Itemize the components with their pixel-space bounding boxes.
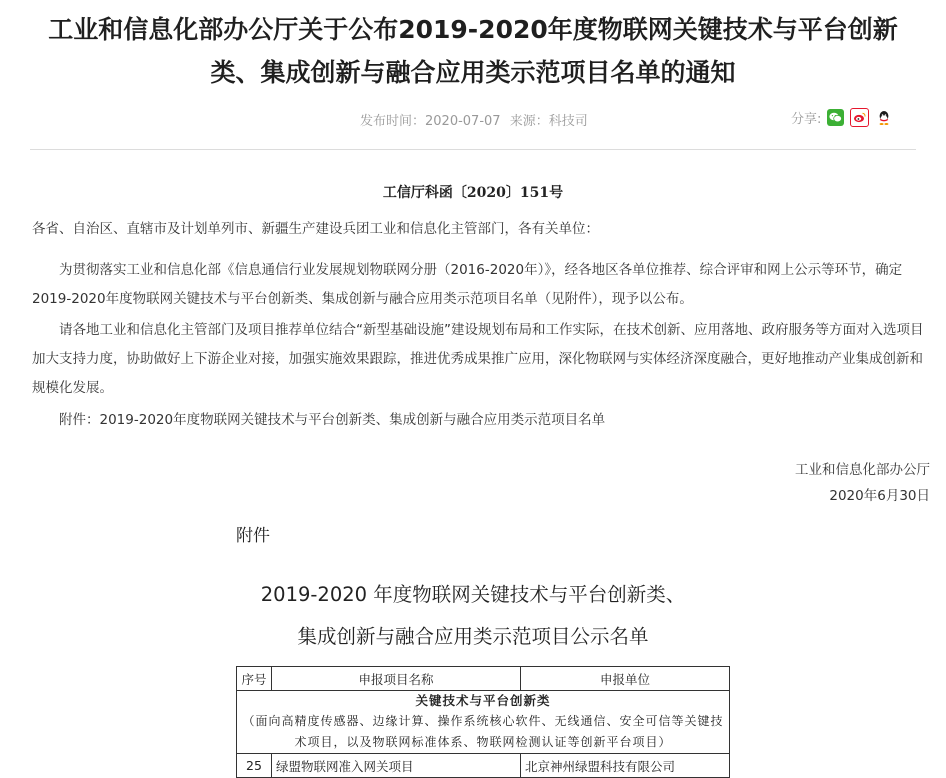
body-paragraph-1: 为贯彻落实工业和信息化部《信息通信行业发展规划物联网分册（2016-2020年）》，经各地区各单位推荐、综合评审和网上公示等环节，确定2019-2020年度物联网关键技术与平台创新类、集成创新与融合应用类示范项目名单（见附件），现予以公布。 [32,262,903,307]
share-label: 分享: [791,112,822,127]
article-title [40,8,906,94]
signature-date: 2020年6月30日 [829,488,930,504]
article-title-line2: 类、集成创新与融合应用类示范项目名单的通知 [210,58,736,87]
publish-time: 发布时间：2020-07-07 [360,114,501,129]
greeting-paragraph: 各省、自治区、直辖市及计划单列市、新疆生产建设兵团工业和信息化主管部门，各有关单位： [32,221,599,237]
body-paragraph-2: 请各地工业和信息化主管部门及项目推荐单位结合“新型基础设施”建设规划布局和工作实际，在技术创新、应用落地、政府服务等方面对入选项目加大支持力度，协助做好上下游企业对接，加强实施效果跟踪，推进优秀成果推广应用，深化物联网与实体经济深度融合，更好地推动产业集成创新和规模化发展。 [32,322,924,396]
table-row [237,754,730,778]
weibo-icon[interactable] [850,108,869,127]
attachment-reference: 附件：2019-2020年度物联网关键技术与平台创新类、集成创新与融合应用类示范项目名单 [59,412,606,428]
header-unit: 申报单位 [521,667,730,691]
document-number: 工信厅科函〔2020〕151号 [382,185,564,201]
signature-org: 工业和信息化部办公厅 [795,462,930,478]
article-source: 来源：科技司 [509,114,588,129]
attachment-label: 附件 [236,526,270,546]
category-description: （面向高精度传感器、边缘计算、操作系统核心软件、无线通信、安全可信等关键技术项目，以及物联网标准体系、物联网检测认证等创新平台项目） [242,714,724,749]
category-row [237,691,730,754]
attachment-title [0,574,946,658]
row-project-name: 绿盟物联网准入网关项目 [272,754,521,778]
attachment-title-line2: 集成创新与融合应用类示范项目公示名单 [297,625,649,648]
article-title-line1: 工业和信息化部办公厅关于公布2019-2020年度物联网关键技术与平台创新 [48,15,898,44]
header-project-name: 申报项目名称 [272,667,521,691]
share-bar [791,108,892,127]
row-unit: 北京神州绿盟科技有限公司 [521,754,730,778]
row-no: 25 [237,754,272,778]
category-title: 关键技术与平台创新类 [415,693,551,708]
wechat-icon[interactable] [827,109,844,126]
attachment-title-line1: 2019-2020 年度物联网关键技术与平台创新类、 [260,583,686,606]
header-no: 序号 [237,667,272,691]
table-header-row [237,667,730,691]
article-meta [360,110,593,129]
qq-icon[interactable] [875,109,892,126]
header-divider [30,149,916,150]
project-table [236,666,730,778]
